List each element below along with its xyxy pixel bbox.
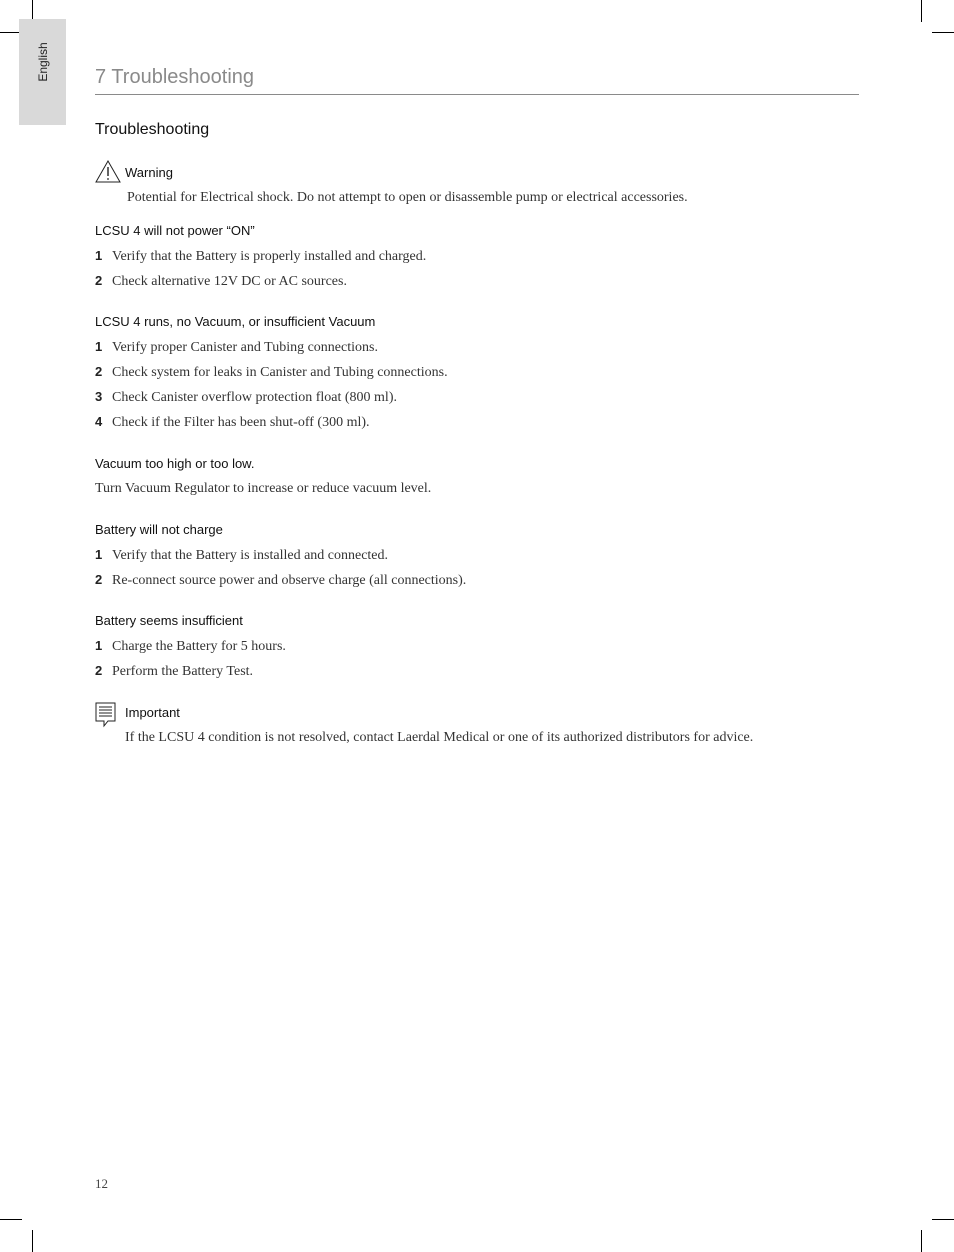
step-number: 2	[95, 273, 103, 288]
note-icon	[95, 702, 117, 728]
step-number: 1	[95, 248, 103, 263]
list-item	[95, 547, 388, 564]
crop-mark	[921, 1230, 922, 1252]
step-text: Check Canister overflow protection float (800 ml).	[112, 390, 397, 405]
step-text: Charge the Battery for 5 hours.	[112, 639, 286, 654]
group-heading: Battery seems insufficient	[95, 613, 243, 628]
page-number: 12	[95, 1176, 108, 1191]
step-text: Check if the Filter has been shut-off (300 ml).	[112, 415, 370, 430]
step-number: 1	[95, 638, 103, 653]
language-tab	[19, 19, 66, 125]
group-heading: LCSU 4 will not power “ON”	[95, 223, 255, 238]
step-number: 3	[95, 389, 103, 404]
list-item	[95, 339, 378, 356]
step-number: 4	[95, 414, 103, 429]
crop-mark	[921, 0, 922, 22]
group-heading: LCSU 4 runs, no Vacuum, or insufficient Vacuum	[95, 314, 376, 329]
crop-mark	[32, 1230, 33, 1252]
important-text: If the LCSU 4 condition is not resolved, contact Laerdal Medical or one of its authorized distributors for advice.	[125, 730, 754, 745]
step-text: Check alternative 12V DC or AC sources.	[112, 274, 347, 289]
group-text: Turn Vacuum Regulator to increase or reduce vacuum level.	[95, 481, 432, 496]
language-label: English	[35, 42, 50, 82]
chapter-divider	[95, 94, 859, 95]
step-number: 2	[95, 572, 103, 587]
crop-mark	[932, 32, 954, 33]
list-item	[95, 663, 253, 680]
warning-text: Potential for Electrical shock. Do not attempt to open or disassemble pump or electrical accessories.	[127, 190, 688, 205]
step-text: Perform the Battery Test.	[112, 664, 254, 679]
list-item	[95, 414, 370, 431]
crop-mark	[932, 1219, 954, 1220]
list-item	[95, 273, 347, 290]
step-text: Verify that the Battery is installed and connected.	[112, 548, 389, 563]
step-text: Verify proper Canister and Tubing connections.	[112, 340, 378, 355]
warning-triangle-icon	[95, 160, 121, 183]
list-item	[95, 638, 286, 655]
step-text: Verify that the Battery is properly installed and charged.	[112, 249, 427, 264]
chapter-title: 7 Troubleshooting	[95, 66, 255, 88]
list-item	[95, 364, 448, 381]
step-number: 2	[95, 663, 103, 678]
step-number: 1	[95, 547, 103, 562]
group-heading: Battery will not charge	[95, 522, 223, 537]
step-text: Check system for leaks in Canister and Tubing connections.	[112, 365, 448, 380]
warning-label: Warning	[125, 165, 173, 180]
list-item	[95, 248, 426, 265]
group-heading: Vacuum too high or too low.	[95, 456, 255, 471]
step-number: 1	[95, 339, 103, 354]
list-item	[95, 389, 397, 406]
section-title: Troubleshooting	[95, 121, 210, 138]
list-item	[95, 572, 466, 589]
crop-mark	[0, 1219, 22, 1220]
important-label: Important	[125, 705, 180, 720]
step-text: Re-connect source power and observe charge (all connections).	[112, 573, 467, 588]
step-number: 2	[95, 364, 103, 379]
